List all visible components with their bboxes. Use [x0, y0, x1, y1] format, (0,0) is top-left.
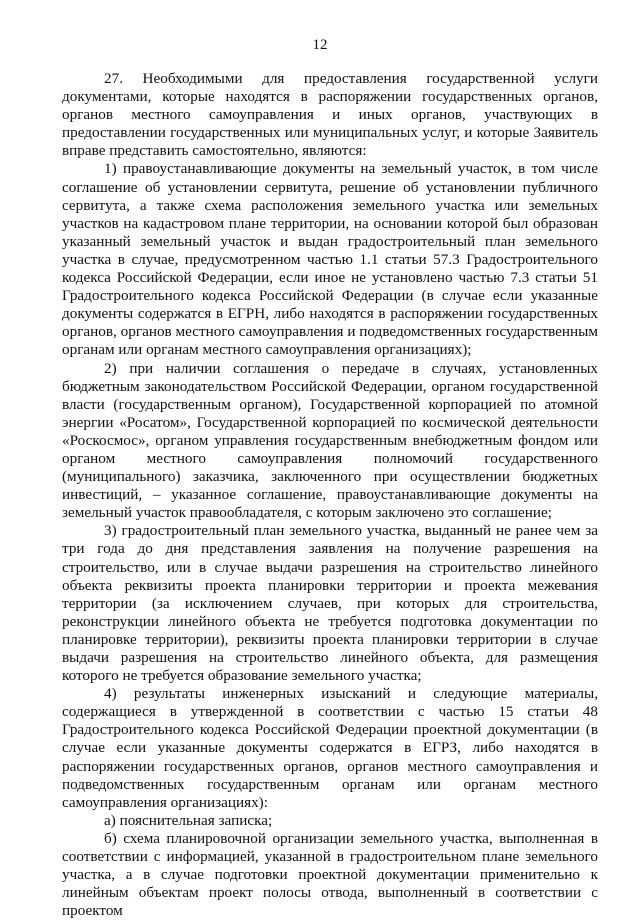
document-body [62, 70, 598, 920]
page-number: 12 [312, 37, 328, 53]
paragraph-item-2: 2) при наличии соглашения о передаче в случаях, установленных бюджетным законодательством Российской Федерации, органом государственной власти (государственным органом), Государственной корпорацией по атомной энергии «Росатом», Государственной корпорацией по космической деятельности «Роскосмос», органом управления государственным внебюджетным фондом или органом местного самоуправления полномочий государственного (муниципального) заказчика, заключенного при осуществлении бюджетных инвестиций, – указанное соглашение, правоустанавливающие документы на земельный участок правообладателя, с которым заключено это соглашение; [62, 359, 598, 522]
paragraph-item-4: 4) результаты инженерных изысканий и следующие материалы, содержащиеся в утвержденной в соответствии с частью 15 статьи 48 Градостроительного кодекса Российской Федерации проектной документации (в случае если указанные документы содержатся в ЕГРЗ, либо находятся в распоряжении государственных органов, органов местного самоуправления и подведомственных государственным органам или органам местного самоуправления организациях): [62, 685, 598, 811]
paragraph-item-1: 1) правоустанавливающие документы на земельный участок, в том числе соглашение об установлении сервитута, решение об установлении публичного сервитута, а также схема расположения земельного участка или земельных участков на кадастровом плане территории, на основании которой был образован указанный земельный участок и выдан градостроительный план земельного участка в случае, предусмотренном частью 1.1 статьи 57.3 Градостроительного кодекса Российской Федерации, если иное не установлено частью 7.3 статьи 51 Градостроительного кодекса Российской Федерации (в случае если указанные документы содержатся в ЕГРН, либо находятся в распоряжении государственных органов, органов местного самоуправления и подведомственных государственным органам или органам местного самоуправления организациях); [62, 160, 598, 359]
paragraph-item-3: 3) градостроительный план земельного участка, выданный не ранее чем за три года до дня представления заявления на получение разрешения на строительство, или в случае выдачи разрешения на строительство линейного объекта реквизиты проекта планировки территории и проекта межевания территории (за исключением случаев, при которых для строительства, реконструкции линейного объекта не требуется подготовка документации по планировке территории), реквизиты проекта планировки территории в случае выдачи разрешения на строительство линейного объекта, для размещения которого не требуется образование земельного участка; [62, 522, 598, 685]
paragraph-subitem-a: а) пояснительная записка; [104, 811, 273, 829]
paragraph-27-intro: 27. Необходимыми для предоставления государственной услуги документами, которые находятся в распоряжении государственных органов, органов местного самоуправления и иных органов, участвующих в предоставлении государственных или муниципальных услуг, и которые Заявитель вправе представить самостоятельно, являются: [62, 70, 598, 160]
paragraph-subitem-b: б) схема планировочной организации земельного участка, выполненная в соответствии с информацией, указанной в градостроительном плане земельного участка, а в случае подготовки проектной документации применительно к линейным объектам проект полосы отвода, выполненный в соответствии с проектом [62, 829, 598, 920]
